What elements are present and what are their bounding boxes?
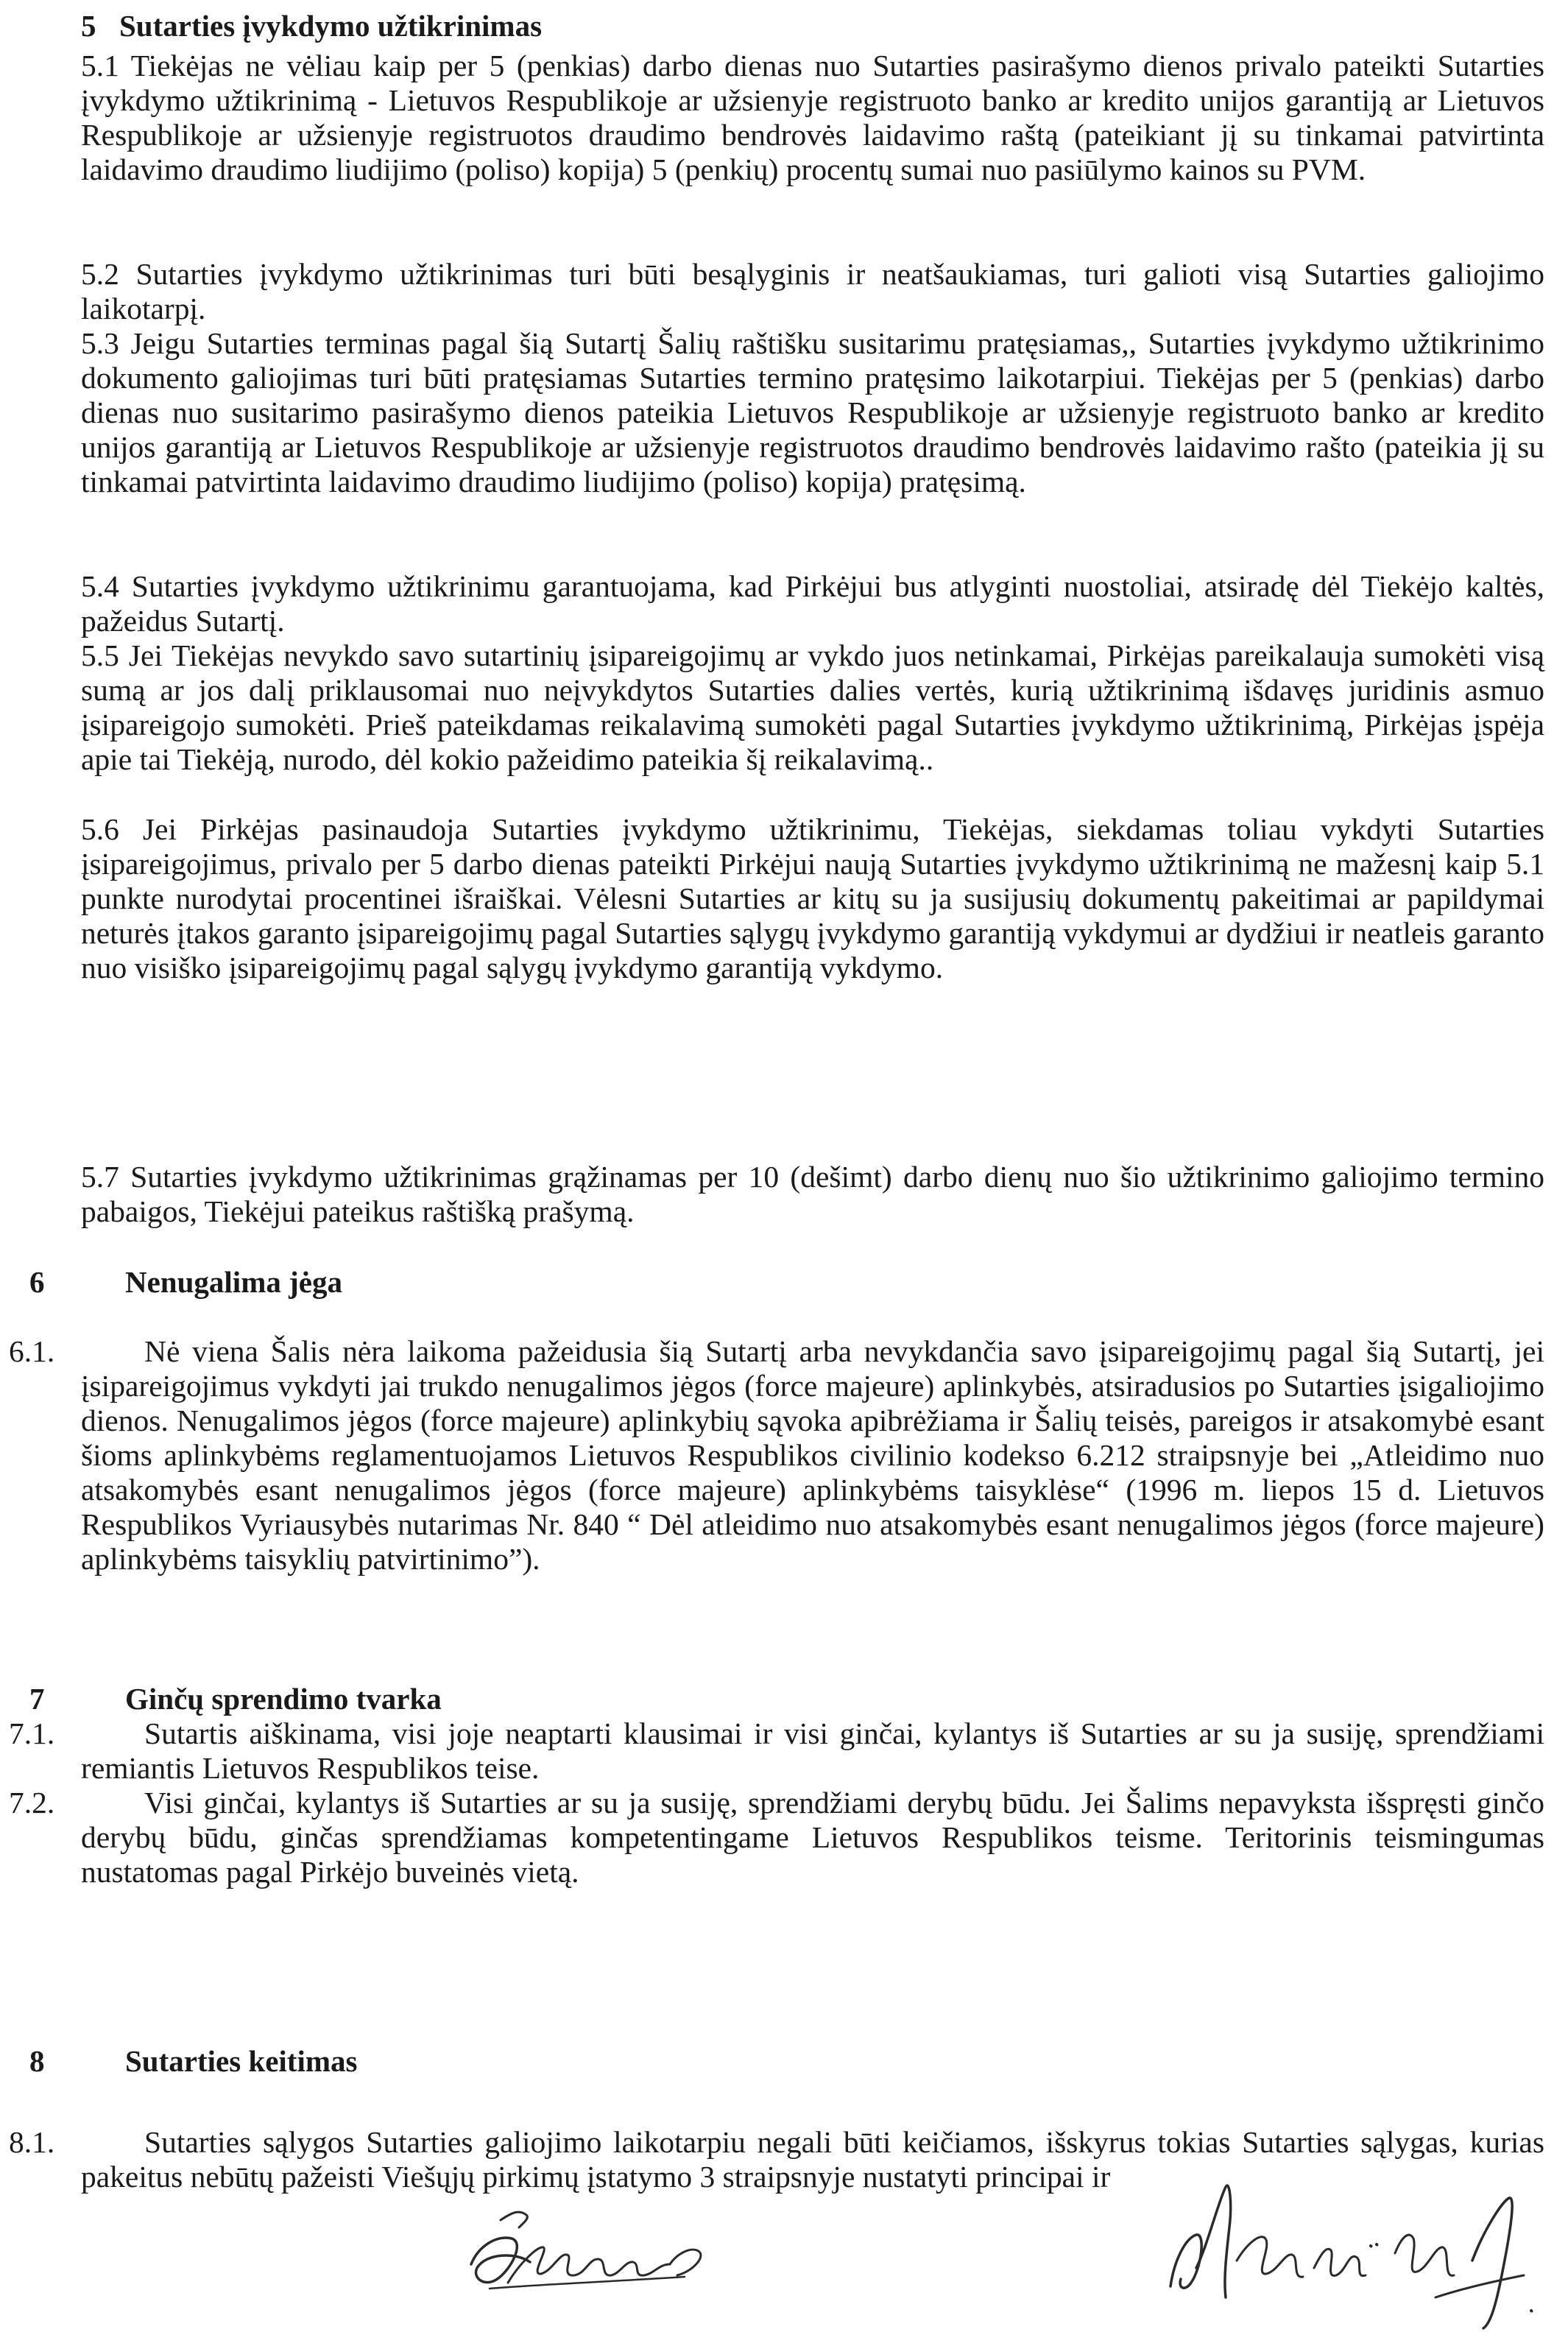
section-6-number: 6 [29,1265,45,1299]
paragraph-5-3: 5.3 Jeigu Sutarties terminas pagal šią Sutartį Šalių raštišku susitarimu pratęsiamas,, Sutarties įvykdymo užtikrinimo dokumento galiojimas turi būti pratęsiamas Sutarties termino pratęsimo laikotarpiui. Tiekėjas per 5 (penkias) darbo dienas nuo susitarimo pasirašymo dienos pateikia Lietuvos Respublikoje ar užsienyje registruoto banko ar kredito unijos garantiją ar Lietuvos Respublikoje ar užsienyje registruotos draudimo bendrovės laidavimo rašto (pateikia jį su tinkamai patvirtinta laidavimo draudimo liudijimo (poliso) kopija) pratęsimą. [81,326,1544,499]
item-text-6-1: Nė viena Šalis nėra laikoma pažeidusia šią Sutartį arba nevykdančia savo įsipareigojimų pagal šią Sutartį, jei įsipareigojimus vykdyti jai trukdo nenugalimos jėgos (force majeure) aplinkybės, atsiradusios po Sutarties įsigaliojimo dienos. Nenugalimos jėgos (force majeure) aplinkybių sąvoka apibrėžiama ir Šalių teisės, pareigos ir atsakomybė esant šioms aplinkybėms reglamentuojamos Lietuvos Respublikos civilinio kodekso 6.212 straipsnyje bei „Atleidimo nuo atsakomybės esant nenugalimos jėgos (force majeure) aplinkybėms taisyklėse“ (1996 m. liepos 15 d. Lietuvos Respublikos Vyriausybės nutarimas Nr. 840 “ Dėl atleidimo nuo atsakomybės esant nenugalimos jėgos (force majeure) aplinkybėms taisyklių patvirtinimo”). [81,1334,1544,1576]
paragraph-5-6: 5.6 Jei Pirkėjas pasinaudoja Sutarties įvykdymo užtikrinimu, Tiekėjas, siekdamas toliau vykdyti Sutarties įsipareigojimus, privalo per 5 darbo dienas pateikti Pirkėjui naują Sutarties įvykdymo užtikrinimą ne mažesnį kaip 5.1 punkte nurodytai procentinei išraiškai. Vėlesni Sutarties ar kitų su ja susijusių dokumentų pakeitimai ar papildymai neturės įtakos garanto įsipareigojimų pagal Sutarties sąlygų įvykdymo garantiją vykdymui ar dydžiui ir neatleis garanto nuo visiško įsipareigojimų pagal sąlygų įvykdymo garantiją vykdymo. [81,812,1544,984]
paragraph-5-1: 5.1 Tiekėjas ne vėliau kaip per 5 (penkias) darbo dienas nuo Sutarties pasirašymo dienos privalo pateikti Sutarties įvykdymo užtikrinimą - Lietuvos Respublikoje ar užsienyje registruoto banko ar kredito unijos garantiją ar Lietuvos Respublikoje ar užsienyje registruotos draudimo bendrovės laidavimo raštą (pateikiant jį su tinkamai patvirtinta laidavimo draudimo liudijimo (poliso) kopija) 5 (penkių) procentų sumai nuo pasiūlymo kainos su PVM. [81,49,1544,186]
signature-right [1156,2157,1539,2332]
item-number-7-1: 7.1. [9,1716,55,1750]
paragraph-5-5: 5.5 Jei Tiekėjas nevykdo savo sutartinių įsipareigojimų ar vykdo juos netinkamai, Pirkėjas pareikalauja sumokėti visą sumą ar jos dalį priklausomai nuo neįvykdytos Sutarties dalies vertės, kurią užtikrinimą išdavęs juridinis asmuo įsipareigojo sumokėti. Prieš pateikdamas reikalavimą sumokėti pagal Sutarties įvykdymo užtikrinimą, Pirkėjas įspėja apie tai Tiekėją, nurodo, dėl kokio pažeidimo pateikia šį reikalavimą.. [81,638,1544,776]
section-8-title: Sutarties keitimas [125,2044,358,2078]
item-text-8-1: Sutarties sąlygos Sutarties galiojimo laikotarpiu negali būti keičiamos, išskyrus tokias Sutarties sąlygas, kurias pakeitus nebūtų pažeisti Viešųjų pirkimų įstatymo 3 straipsnyje nustatyti principai ir [81,2125,1544,2194]
section-7-title: Ginčų sprendimo tvarka [125,1682,442,1716]
paragraph-5-4: 5.4 Sutarties įvykdymo užtikrinimu garantuojama, kad Pirkėjui bus atlyginti nuostoliai, atsiradę dėl Tiekėjo kaltės, pažeidus Sutartį. [81,569,1544,638]
item-number-8-1: 8.1. [9,2125,55,2159]
section-7-number: 7 [29,1682,45,1716]
paragraph-5-7: 5.7 Sutarties įvykdymo užtikrinimas grąžinamas per 10 (dešimt) darbo dienų nuo šio užtikrinimo galiojimo termino pabaigos, Tiekėjui pateikus raštišką prašymą. [81,1160,1544,1228]
section-8-number: 8 [29,2044,45,2078]
section-6-title: Nenugalima jėga [125,1265,342,1299]
section-5-title: Sutarties įvykdymo užtikrinimas [119,9,543,43]
item-text-7-1: Sutartis aiškinama, visi joje neaptarti klausimai ir visi ginčai, kylantys iš Sutarties ar su ja susiję, sprendžiami remiantis Lietuvos Respublikos teise. [81,1716,1544,1785]
paragraph-5-2: 5.2 Sutarties įvykdymo užtikrinimas turi būti besąlyginis ir neatšaukiamas, turi galioti visą Sutarties galiojimo laikotarpį. [81,257,1544,325]
section-5-number: 5 [81,9,96,43]
item-text-7-2: Visi ginčai, kylantys iš Sutarties ar su ja susiję, sprendžiami derybų būdu. Jei Šalims nepavyksta išspręsti ginčo derybų būdu, ginčas sprendžiamas kompetentingame Lietuvos Respublikos teisme. Teritorinis teismingumas nustatomas pagal Pirkėjo buveinės vietą. [81,1786,1544,1889]
item-number-6-1: 6.1. [9,1334,55,1368]
signature-left [456,2194,721,2305]
item-number-7-2: 7.2. [9,1786,55,1820]
